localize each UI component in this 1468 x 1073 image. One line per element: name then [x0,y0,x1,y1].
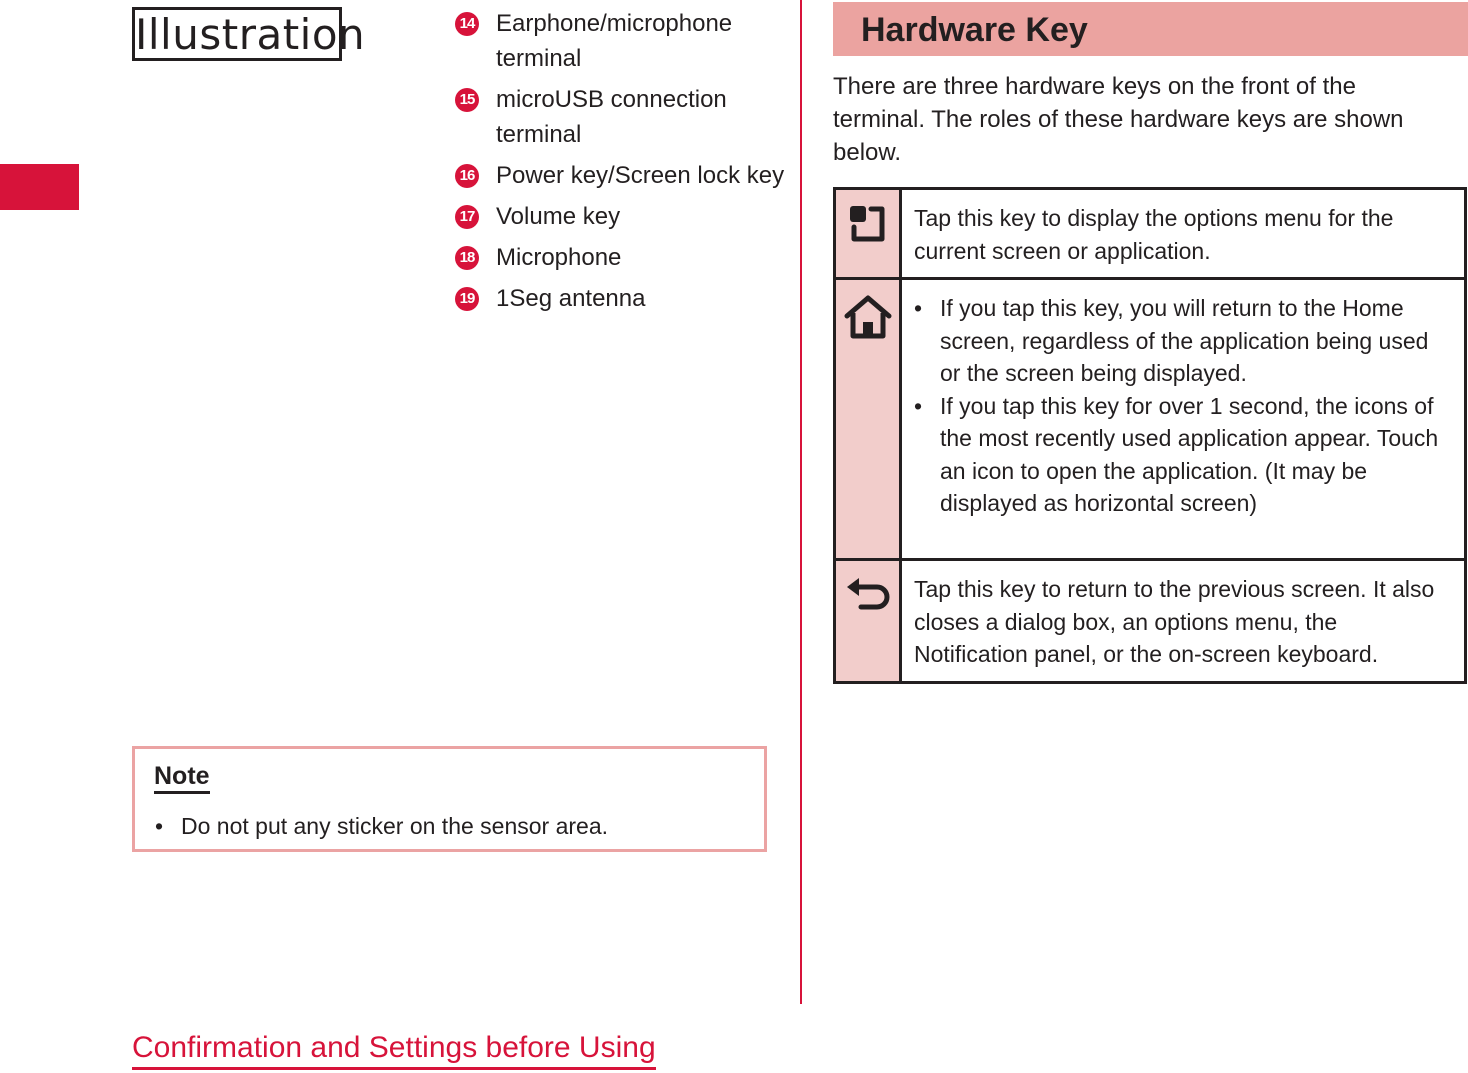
table-row [835,560,1466,683]
number-badge: 17 [455,205,479,229]
list-item [455,199,785,234]
note-item [155,812,608,840]
section-title: Hardware Key [861,11,1088,49]
number-badge: 14 [455,12,479,36]
bullet: • [914,392,923,419]
note-title: Note [154,761,210,794]
icon-cell [835,189,901,279]
bullet-item [914,390,1454,520]
list-item [455,82,785,152]
part-label: Microphone [496,244,622,271]
number-badge: 15 [455,88,479,112]
part-label: 1Seg antenna [496,285,646,312]
hardware-key-table [833,187,1467,684]
part-label: microUSB connection terminal [496,86,727,148]
table-row [835,189,1466,279]
bullet-text: If you tap this key for over 1 second, the icons of the most recently used application appear. Touch an icon to open the application. (It may be displayed as horizontal screen) [940,392,1439,516]
table-row [835,279,1466,560]
list-item [455,6,785,76]
list-item [455,281,785,316]
chapter-side-tab [0,164,79,210]
number-badge: 19 [455,287,479,311]
back-key-icon [837,575,898,615]
illustration-label: Illustration [132,7,342,61]
parts-list [455,6,785,322]
part-label: Power key/Screen lock key [496,162,785,189]
home-key-icon [837,294,898,340]
part-label: Earphone/microphone terminal [496,10,733,72]
description-cell [901,279,1466,560]
icon-cell [835,560,901,683]
list-item [455,240,785,275]
description-cell: Tap this key to return to the previous screen. It also closes a dialog box, an options menu, the Notification panel, or the on-screen keyboard. [901,560,1466,683]
number-badge: 18 [455,246,479,270]
bullet-text: If you tap this key, you will return to the Home screen, regardless of the application being used or the screen being displayed. [940,295,1429,386]
bullet: • [155,813,164,839]
number-badge: 16 [455,164,479,188]
list-item [455,158,785,193]
bullet-item [914,292,1454,390]
part-label: Volume key [496,203,621,230]
footer-chapter-link[interactable]: Confirmation and Settings before Using [132,1030,656,1070]
menu-key-icon [837,204,898,244]
intro-paragraph: There are three hardware keys on the front of the terminal. The roles of these hardware keys are shown below. [833,73,1404,166]
page-divider [800,0,802,1004]
description-cell: Tap this key to display the options menu for the current screen or application. [901,189,1466,279]
icon-cell [835,279,901,560]
note-box [132,746,767,852]
bullet: • [914,295,923,321]
section-header [833,2,1468,56]
note-text: Do not put any sticker on the sensor area. [181,813,609,839]
